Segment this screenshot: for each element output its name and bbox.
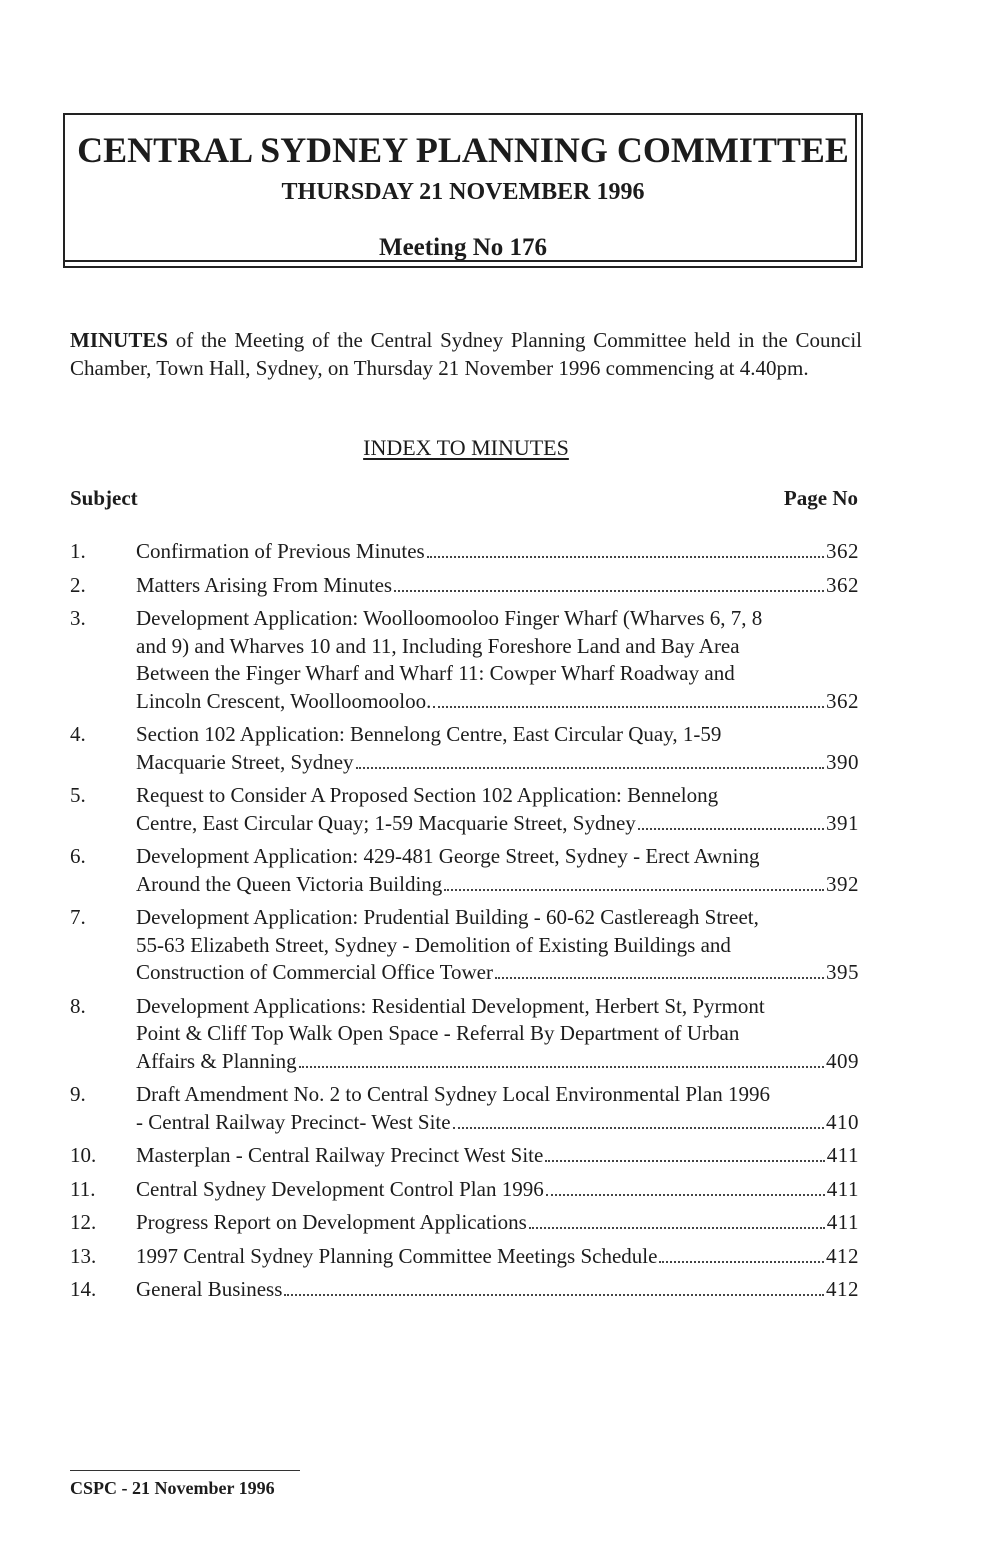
- entry-last-line: [136, 1048, 859, 1076]
- entry-page-number: 411: [826, 1176, 859, 1201]
- entry-body: [136, 572, 859, 600]
- entry-number: 9.: [70, 1082, 86, 1106]
- entry-text: 55-63 Elizabeth Street, Sydney - Demolition of Existing Buildings and: [136, 932, 731, 957]
- entry-text: and 9) and Wharves 10 and 11, Including Foreshore Land and Bay Area: [136, 633, 740, 658]
- entry-page-number: 391: [826, 810, 859, 835]
- index-entry: [70, 721, 859, 776]
- entry-page-number: 412: [826, 1243, 859, 1268]
- entry-number: 8.: [70, 993, 86, 1018]
- entry-text: Matters Arising From Minutes: [136, 572, 393, 597]
- entry-text: Development Application: Prudential Building - 60-62 Castlereagh Street,: [136, 905, 759, 929]
- entry-number: 7.: [70, 905, 86, 929]
- entry-text: Macquarie Street, Sydney: [136, 749, 354, 774]
- entry-body: [136, 782, 859, 837]
- dot-leader: [453, 1127, 824, 1129]
- dot-leader: [444, 889, 824, 891]
- entry-text: Lincoln Crescent, Woolloomooloo.: [136, 688, 432, 713]
- entry-text: Centre, East Circular Quay; 1-59 Macquarie Street, Sydney: [136, 810, 636, 835]
- entry-last-line: [136, 959, 859, 987]
- entry-text: Request to Consider A Proposed Section 102 Application: Bennelong: [136, 783, 719, 807]
- entry-number: 11.: [70, 1176, 96, 1201]
- entry-last-line: [136, 1276, 859, 1304]
- dot-leader: [545, 1160, 824, 1162]
- index-entry: [70, 572, 859, 600]
- entry-text: Point & Cliff Top Walk Open Space - Referral By Department of Urban: [136, 1021, 740, 1045]
- index-entry: [70, 993, 859, 1076]
- entry-body: [136, 1081, 859, 1136]
- entry-page-number: 392: [826, 871, 859, 896]
- index-entry: [70, 538, 859, 566]
- entry-text: Development Applications: Residential Development, Herbert St, Pyrmont: [136, 993, 765, 1018]
- index-column-headers: [70, 484, 858, 512]
- minutes-text: of the Meeting of the Central Sydney Planning Committee held in the Council Chamber, Town Hall, Sydney, on Thursday 21 November 1996 commencing at 4.40pm.: [70, 328, 862, 380]
- index-entry: [70, 1276, 859, 1304]
- footer-text: CSPC - 21 November 1996: [70, 1478, 275, 1498]
- entry-last-line: [136, 871, 859, 899]
- entry-page-number: 390: [826, 749, 859, 774]
- meeting-number: Meeting No 176: [378, 234, 548, 261]
- dot-leader: [495, 977, 824, 979]
- entry-page-number: 412: [826, 1277, 859, 1301]
- entry-text: Development Application: 429-481 George Street, Sydney - Erect Awning: [136, 844, 760, 868]
- entry-page-number: 362: [826, 688, 859, 713]
- entry-number: 4.: [70, 722, 86, 746]
- entry-body: [136, 605, 859, 715]
- dot-leader: [659, 1261, 824, 1263]
- entry-text: Construction of Commercial Office Tower: [136, 960, 493, 984]
- entry-page-number: 409: [826, 1048, 859, 1073]
- entry-last-line: [136, 1176, 859, 1204]
- entry-body: [136, 993, 859, 1076]
- entry-last-line: [136, 1209, 859, 1237]
- index-entry: [70, 843, 859, 898]
- entry-body: [136, 1142, 859, 1170]
- entry-text: Central Sydney Development Control Plan 1996: [136, 1176, 544, 1201]
- committee-title: CENTRAL SYDNEY PLANNING COMMITTEE: [77, 130, 849, 170]
- entry-last-line: [136, 688, 859, 716]
- entry-body: [136, 904, 859, 987]
- entry-body: [136, 843, 859, 898]
- entry-text: 1997 Central Sydney Planning Committee Meetings Schedule: [136, 1243, 658, 1268]
- index-entry: [70, 1176, 859, 1204]
- entry-text: - Central Railway Precinct- West Site: [136, 1109, 451, 1134]
- column-subject: Subject: [70, 486, 138, 510]
- footer-rule: [70, 1470, 300, 1471]
- column-page-no: Page No: [783, 486, 858, 510]
- header-box: [63, 113, 863, 268]
- index-entry: [70, 904, 859, 987]
- minutes-paragraph: [70, 326, 862, 382]
- dot-leader: [638, 828, 824, 830]
- entry-page-number: 362: [826, 572, 859, 597]
- minutes-lead: MINUTES: [70, 328, 169, 352]
- entry-page-number: 362: [826, 539, 859, 563]
- dot-leader: [427, 556, 824, 558]
- dot-leader: [299, 1066, 824, 1068]
- entry-last-line: [136, 1109, 859, 1137]
- entry-number: 14.: [70, 1277, 97, 1301]
- entry-page-number: 395: [826, 960, 859, 984]
- entry-body: [136, 1276, 859, 1304]
- entry-text: Draft Amendment No. 2 to Central Sydney Local Environmental Plan 1996: [136, 1082, 770, 1106]
- index-heading: INDEX TO MINUTES: [363, 435, 569, 460]
- index-entry: [70, 1209, 859, 1237]
- entry-number: 2.: [70, 572, 86, 597]
- entry-text: Around the Queen Victoria Building: [136, 871, 443, 896]
- entry-last-line: [136, 572, 859, 600]
- entry-text: Progress Report on Development Applications: [136, 1210, 527, 1234]
- index-entry: [70, 782, 859, 837]
- entry-number: 13.: [70, 1243, 97, 1268]
- index-entry: [70, 1142, 859, 1170]
- entry-text: Development Application: Woolloomooloo Finger Wharf (Wharves 6, 7, 8: [136, 606, 763, 630]
- entry-text: Confirmation of Previous Minutes: [136, 539, 425, 563]
- dot-leader: [546, 1194, 825, 1196]
- entry-body: [136, 1243, 859, 1271]
- entry-number: 6.: [70, 844, 86, 868]
- entry-last-line: [136, 810, 859, 838]
- dot-leader: [529, 1227, 825, 1229]
- entry-number: 1.: [70, 539, 86, 563]
- entry-body: [136, 721, 859, 776]
- dot-leader: [284, 1294, 824, 1296]
- index-entry: [70, 1243, 859, 1271]
- entry-number: 5.: [70, 783, 86, 807]
- entry-text: General Business: [136, 1277, 283, 1301]
- entry-number: 3.: [70, 606, 86, 630]
- entry-last-line: [136, 1243, 859, 1271]
- entry-text: Masterplan - Central Railway Precinct West Site: [136, 1143, 544, 1167]
- entry-page-number: 411: [826, 1143, 859, 1167]
- entry-body: [136, 1209, 859, 1237]
- entry-body: [136, 1176, 859, 1204]
- index-entry: [70, 1081, 859, 1136]
- entry-last-line: [136, 749, 859, 777]
- entry-last-line: [136, 1142, 859, 1170]
- entry-page-number: 411: [826, 1210, 859, 1234]
- entry-body: [136, 538, 859, 566]
- entry-number: 10.: [70, 1143, 97, 1167]
- entry-text: Between the Finger Wharf and Wharf 11: Cowper Wharf Roadway and: [136, 661, 735, 685]
- dot-leader: [356, 767, 824, 769]
- entry-number: 12.: [70, 1210, 97, 1234]
- meeting-date: THURSDAY 21 NOVEMBER 1996: [281, 179, 645, 205]
- entry-text: Section 102 Application: Bennelong Centre, East Circular Quay, 1-59: [136, 722, 722, 746]
- entry-page-number: 410: [826, 1109, 859, 1134]
- index-list: [70, 538, 859, 1310]
- entry-last-line: [136, 538, 859, 566]
- dot-leader: [394, 590, 824, 592]
- entry-text: Affairs & Planning: [136, 1048, 297, 1073]
- dot-leader: [433, 706, 824, 708]
- index-entry: [70, 605, 859, 715]
